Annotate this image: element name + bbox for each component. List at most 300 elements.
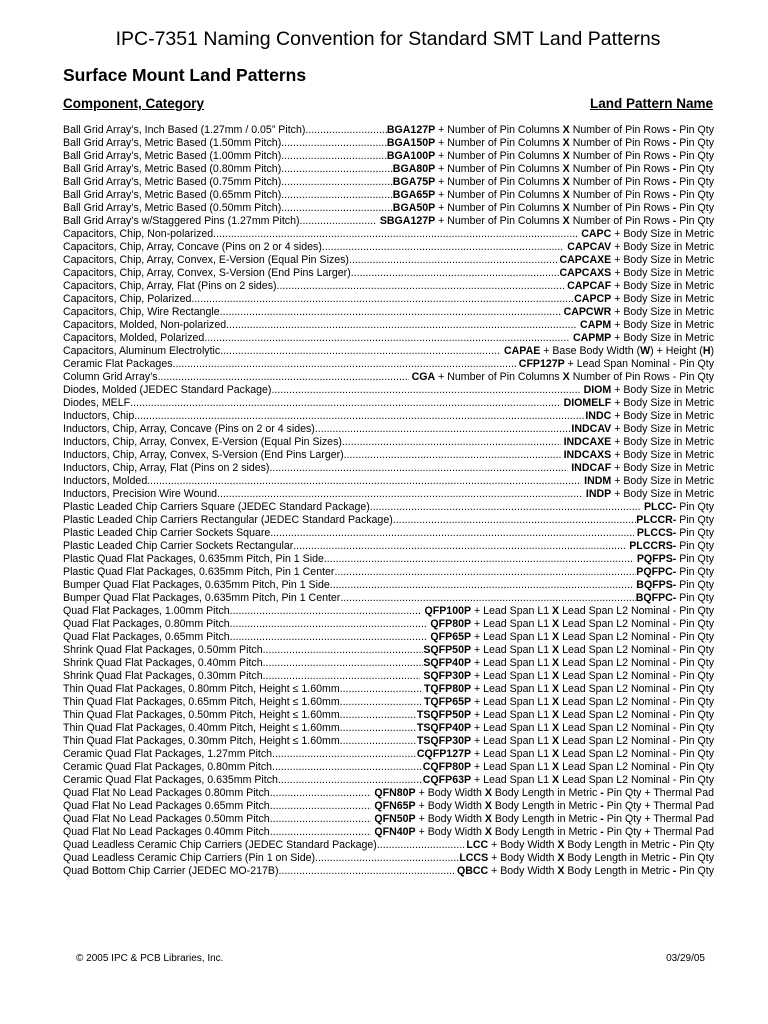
land-pattern-name (393, 176, 714, 189)
pattern-code: CAPCAXE (559, 254, 612, 266)
pattern-text: + Lead Span L1 (471, 722, 553, 734)
pattern-text: ) (710, 345, 714, 357)
pattern-code: - (672, 215, 677, 227)
pattern-text: + Body Size in Metric (611, 241, 714, 253)
pattern-code: - (672, 839, 677, 851)
list-item (63, 696, 714, 709)
list-item (63, 553, 714, 566)
pattern-code: - (672, 124, 677, 136)
dot-leader (134, 410, 585, 423)
component-category: Quad Flat No Lead Packages 0.40mm Pitch (63, 826, 270, 838)
land-pattern-name (564, 241, 714, 254)
dot-leader (344, 449, 561, 462)
list-item (63, 150, 714, 163)
pattern-text: Body Length in Metric (491, 787, 601, 799)
pattern-code: X (562, 189, 570, 201)
pattern-code: TSQFP30P (416, 735, 472, 747)
pattern-code: INDM (581, 475, 612, 487)
dot-leader (230, 618, 428, 631)
pattern-text: Number of Pin Rows (569, 137, 673, 149)
land-pattern-name (423, 644, 714, 657)
dot-leader (340, 709, 417, 722)
pattern-text: Pin Qty + Thermal Pad (603, 787, 714, 799)
dot-leader (322, 241, 564, 254)
pattern-code: CAPAE (501, 345, 541, 357)
component-category: Bumper Quad Flat Packages, 0.635mm Pitch, Pin 1 Side (63, 579, 330, 591)
component-category: Shrink Quad Flat Packages, 0.50mm Pitch (63, 644, 263, 656)
pattern-text: + Lead Span L1 (471, 605, 553, 617)
list-item (63, 436, 714, 449)
component-category: Ceramic Flat Packages (63, 358, 173, 370)
dot-leader (377, 839, 467, 852)
dot-leader (334, 566, 636, 579)
pattern-text: + Body Size in Metric (611, 332, 714, 344)
pattern-code: X (484, 813, 492, 825)
land-pattern-name (393, 163, 714, 176)
land-pattern-name (459, 852, 714, 865)
pattern-code: CAPCAV (564, 241, 612, 253)
pattern-code: TSQFP40P (416, 722, 472, 734)
component-category: Plastic Leaded Chip Carrier Sockets Square (63, 527, 271, 539)
pattern-code: X (562, 176, 570, 188)
pattern-code: - (600, 787, 604, 799)
pattern-text: Lead Span L2 Nominal - Pin Qty (559, 683, 714, 695)
land-pattern-name (516, 358, 714, 371)
land-pattern-name (636, 514, 714, 527)
pattern-text: + Body Size in Metric (611, 462, 714, 474)
component-category: Ball Grid Array’s w/Staggered Pins (1.27mm Pitch) (63, 215, 300, 227)
pattern-code: QFN50P (371, 813, 416, 825)
pattern-text: Pin Qty (676, 150, 714, 162)
pattern-code: CAPCWR (560, 306, 612, 318)
dot-leader (213, 228, 578, 241)
component-category: Quad Flat No Lead Packages 0.80mm Pitch (63, 787, 270, 799)
dot-leader (305, 124, 387, 137)
list-item (63, 319, 714, 332)
pattern-code: BGA75P (392, 176, 436, 188)
pattern-code: X (552, 618, 560, 630)
pattern-code: X (552, 683, 560, 695)
list-item (63, 657, 714, 670)
component-category: Quad Bottom Chip Carrier (JEDEC MO-217B) (63, 865, 279, 877)
list-item (63, 839, 714, 852)
pattern-code: INDCAF (568, 462, 612, 474)
component-category: Ball Grid Array’s, Metric Based (0.75mm Pitch) (63, 176, 282, 188)
pattern-code: BGA150P (386, 137, 436, 149)
list-item (63, 514, 714, 527)
pattern-text: + Body Width (488, 865, 558, 877)
land-pattern-name (564, 280, 714, 293)
list-item (63, 644, 714, 657)
pattern-code: QFN80P (371, 787, 416, 799)
component-category: Ball Grid Array’s, Metric Based (1.50mm Pitch) (63, 137, 282, 149)
list-item (63, 423, 714, 436)
pattern-text: + Lead Span L1 (471, 774, 553, 786)
pattern-text: Pin Qty (676, 592, 714, 604)
pattern-code: QFP100P (421, 605, 472, 617)
pattern-code: CFP127P (515, 358, 565, 370)
land-pattern-name (561, 436, 714, 449)
pattern-text: + Lead Span Nominal - Pin Qty (564, 358, 714, 370)
pattern-text: + Body Width (415, 826, 485, 838)
land-pattern-name (585, 410, 714, 423)
list-item (63, 410, 714, 423)
list-item (63, 527, 714, 540)
pattern-text: + Body Width (415, 813, 485, 825)
dot-leader (220, 345, 501, 358)
list-item (63, 605, 714, 618)
list-item (63, 631, 714, 644)
land-pattern-name (583, 488, 714, 501)
pattern-text: + Lead Span L1 (471, 735, 553, 747)
land-pattern-name (466, 839, 714, 852)
dot-leader (281, 137, 387, 150)
list-item (63, 332, 714, 345)
pattern-text: Pin Qty (676, 852, 714, 864)
dot-leader (270, 527, 634, 540)
pattern-text: Lead Span L2 Nominal - Pin Qty (559, 644, 714, 656)
pattern-code: BQFPC- (635, 592, 677, 604)
pattern-code: X (562, 124, 570, 136)
pattern-text: + Number of Pin Columns (435, 163, 563, 175)
dot-leader (191, 293, 574, 306)
pattern-text: Pin Qty (676, 137, 714, 149)
pattern-code: BGA100P (386, 150, 436, 162)
component-category: Quad Leadless Ceramic Chip Carriers (JEDEC Standard Package) (63, 839, 377, 851)
dot-leader (281, 189, 393, 202)
dot-leader (173, 358, 516, 371)
pattern-code: CAPCAXS (559, 267, 612, 279)
dot-leader (340, 683, 421, 696)
pattern-code: X (562, 137, 570, 149)
component-category: Inductors, Chip, Array, Flat (Pins on 2 sides) (63, 462, 270, 474)
pattern-code: DIOM (580, 384, 612, 396)
pattern-text: + Body Width (488, 852, 558, 864)
pattern-code: SBGA127P (376, 215, 436, 227)
list-item (63, 397, 714, 410)
pattern-text: + Body Size in Metric (611, 436, 714, 448)
component-category: Inductors, Chip, Array, Convex, S-Version (End Pins Larger) (63, 449, 344, 461)
component-category: Capacitors, Chip, Wire Rectangle (63, 306, 220, 318)
dot-leader (217, 488, 583, 501)
component-category: Inductors, Molded (63, 475, 148, 487)
component-category: Quad Flat No Lead Packages 0.50mm Pitch (63, 813, 270, 825)
pattern-code: TQFP80P (421, 683, 472, 695)
pattern-text: Body Length in Metric (491, 826, 601, 838)
list-item (63, 865, 714, 878)
pattern-code: INDC (585, 410, 612, 422)
pattern-code: X (557, 852, 565, 864)
naming-convention-list (63, 124, 714, 878)
dot-leader (293, 540, 626, 553)
pattern-code: X (552, 644, 560, 656)
pattern-code: SQFP30P (420, 670, 472, 682)
pattern-text: + Lead Span L1 (471, 631, 553, 643)
list-item (63, 462, 714, 475)
component-category: Capacitors, Molded, Polarized (63, 332, 205, 344)
pattern-text: Pin Qty (676, 579, 714, 591)
land-pattern-name (423, 657, 714, 670)
land-pattern-name (568, 462, 714, 475)
component-category: Quad Leadless Ceramic Chip Carriers (Pin 1 on Side) (63, 852, 316, 864)
land-pattern-name (577, 319, 714, 332)
pattern-code: X (562, 163, 570, 175)
pattern-text: + Body Size in Metric (611, 254, 714, 266)
land-pattern-name (393, 189, 714, 202)
pattern-code: BGA50P (392, 202, 436, 214)
pattern-text: + Body Size in Metric (611, 488, 714, 500)
dot-leader (230, 631, 428, 644)
pattern-text: + Lead Span L1 (471, 618, 553, 630)
dot-leader (300, 215, 377, 228)
component-category: Ball Grid Array’s, Metric Based (0.65mm Pitch) (63, 189, 282, 201)
pattern-text: Pin Qty (676, 514, 714, 526)
pattern-text: Number of Pin Rows (569, 202, 673, 214)
pattern-code: - (600, 800, 604, 812)
land-pattern-name (570, 332, 714, 345)
pattern-code: CAPM (577, 319, 612, 331)
pattern-text: Number of Pin Rows (569, 215, 673, 227)
dot-leader (281, 202, 393, 215)
land-pattern-name (423, 774, 714, 787)
pattern-text: Pin Qty (676, 202, 714, 214)
pattern-code: SQFP40P (423, 657, 472, 669)
pattern-text: Number of Pin Rows (569, 124, 673, 136)
pattern-code: X (552, 722, 560, 734)
pattern-text: Lead Span L2 Nominal - Pin Qty (559, 774, 714, 786)
pattern-code: QFP65P (427, 631, 472, 643)
pattern-text: Pin Qty (676, 540, 714, 552)
component-category: Inductors, Chip, Array, Convex, E-Version (Equal Pin Sizes) (63, 436, 342, 448)
land-pattern-name (561, 306, 714, 319)
pattern-code: BGA127P (386, 124, 436, 136)
pattern-code: CGA (408, 371, 436, 383)
dot-leader (277, 280, 565, 293)
pattern-code: BQFPS- (633, 579, 677, 591)
dot-leader (147, 475, 581, 488)
pattern-text: Body Length in Metric (564, 865, 673, 877)
pattern-text: + Body Size in Metric (611, 384, 714, 396)
list-item (63, 852, 714, 865)
land-pattern-name (417, 735, 714, 748)
list-item (63, 501, 714, 514)
component-category: Quad Flat Packages, 0.80mm Pitch (63, 618, 230, 630)
pattern-text: + Number of Pin Columns (435, 150, 563, 162)
pattern-text: Body Length in Metric (491, 813, 601, 825)
pattern-text: + Lead Span L1 (471, 670, 553, 682)
dot-leader (330, 579, 634, 592)
list-item (63, 800, 714, 813)
pattern-code: X (552, 735, 560, 747)
component-category: Quad Flat No Lead Packages 0.65mm Pitch (63, 800, 270, 812)
pattern-code: X (552, 657, 560, 669)
dot-leader (324, 553, 634, 566)
dot-leader (393, 514, 637, 527)
pattern-code: CQFP63P (422, 774, 472, 786)
land-pattern-name (559, 267, 714, 280)
component-category: Ball Grid Array’s, Metric Based (0.80mm Pitch) (63, 163, 282, 175)
pattern-text: Pin Qty (676, 839, 714, 851)
dot-leader (263, 670, 421, 683)
pattern-code: X (484, 800, 492, 812)
land-pattern-name (409, 371, 714, 384)
pattern-code: X (552, 748, 560, 760)
pattern-text: + Number of Pin Columns (435, 176, 563, 188)
pattern-text: Lead Span L2 Nominal - Pin Qty (559, 670, 714, 682)
pattern-text: Body Length in Metric (564, 839, 673, 851)
land-pattern-name (641, 501, 714, 514)
pattern-text: + Lead Span L1 (471, 709, 553, 721)
pattern-text: Lead Span L2 Nominal - Pin Qty (559, 748, 714, 760)
dot-leader (340, 592, 635, 605)
pattern-text: + Lead Span L1 (471, 696, 553, 708)
pattern-text: + Body Size in Metric (611, 449, 714, 461)
list-item (63, 540, 714, 553)
land-pattern-name (581, 475, 714, 488)
dot-leader (270, 813, 372, 826)
component-category: Bumper Quad Flat Packages, 0.635mm Pitch, Pin 1 Center (63, 592, 341, 604)
land-pattern-name (427, 618, 714, 631)
dot-leader (278, 774, 423, 787)
pattern-text: + Body Size in Metric (611, 397, 714, 409)
component-category: Ball Grid Array’s, Metric Based (0.50mm Pitch) (63, 202, 282, 214)
list-item (63, 371, 714, 384)
pattern-code: BGA65P (392, 189, 436, 201)
land-pattern-name (454, 865, 714, 878)
land-pattern-name (634, 527, 714, 540)
pattern-text: + Body Size in Metric (611, 319, 714, 331)
pattern-code: INDCAXE (560, 436, 612, 448)
pattern-text: Lead Span L2 Nominal - Pin Qty (559, 657, 714, 669)
pattern-text: Pin Qty (676, 176, 714, 188)
component-category: Diodes, Molded (JEDEC Standard Package) (63, 384, 272, 396)
pattern-text: + Body Size in Metric (611, 423, 714, 435)
pattern-code: X (552, 761, 560, 773)
pattern-code: CAPCP (574, 293, 612, 305)
pattern-text: + Body Size in Metric (611, 267, 714, 279)
list-item (63, 735, 714, 748)
pattern-text: + Body Size in Metric (611, 280, 714, 292)
pattern-text: + Body Size in Metric (611, 475, 714, 487)
pattern-code: CAPMP (570, 332, 612, 344)
land-pattern-name (634, 553, 714, 566)
land-pattern-name (636, 592, 714, 605)
list-item (63, 306, 714, 319)
component-category: Thin Quad Flat Packages, 0.80mm Pitch, Height ≤ 1.60mm (63, 683, 340, 695)
pattern-code: X (562, 202, 570, 214)
land-pattern-name (421, 683, 714, 696)
list-item (63, 761, 714, 774)
pattern-code: - (672, 150, 677, 162)
land-pattern-name (561, 449, 714, 462)
pattern-text: Lead Span L2 Nominal - Pin Qty (559, 696, 714, 708)
dot-leader (270, 787, 372, 800)
pattern-code: X (562, 150, 570, 162)
pattern-text: + Lead Span L1 (471, 657, 553, 669)
pattern-text: Body Length in Metric (491, 800, 601, 812)
pattern-code: X (552, 709, 560, 721)
pattern-text: + Number of Pin Columns (435, 215, 563, 227)
list-item (63, 683, 714, 696)
pattern-text: + Body Size in Metric (611, 410, 714, 422)
land-pattern-name (581, 384, 714, 397)
list-item (63, 449, 714, 462)
component-category: Shrink Quad Flat Packages, 0.30mm Pitch (63, 670, 263, 682)
land-pattern-name (371, 787, 714, 800)
dot-leader (263, 657, 424, 670)
pattern-text: + Number of Pin Columns (435, 202, 563, 214)
land-pattern-name (387, 124, 714, 137)
component-category: Capacitors, Chip, Non-polarized (63, 228, 214, 240)
dot-leader (340, 722, 417, 735)
land-pattern-name (423, 761, 714, 774)
pattern-text: Pin Qty (676, 553, 714, 565)
land-pattern-name (626, 540, 714, 553)
list-item (63, 189, 714, 202)
pattern-text: + Body Width (415, 800, 485, 812)
pattern-code: QFN65P (371, 800, 416, 812)
dot-leader (340, 696, 421, 709)
land-pattern-name (387, 150, 714, 163)
list-item (63, 566, 714, 579)
pattern-text: Pin Qty (676, 215, 714, 227)
land-pattern-name (501, 345, 714, 358)
component-category: Inductors, Chip (63, 410, 135, 422)
component-category: Thin Quad Flat Packages, 0.50mm Pitch, Height ≤ 1.60mm (63, 709, 340, 721)
dot-leader (278, 865, 454, 878)
list-item (63, 280, 714, 293)
pattern-code: PLCCR- (636, 514, 677, 526)
pattern-text: + Body Size in Metric (611, 306, 714, 318)
dot-leader (281, 163, 393, 176)
pattern-code: CAPCAF (564, 280, 612, 292)
dot-leader (230, 605, 422, 618)
pattern-code: INDP (582, 488, 612, 500)
land-pattern-name (420, 670, 714, 683)
list-item (63, 488, 714, 501)
component-category: Capacitors, Chip, Array, Flat (Pins on 2 sides) (63, 280, 277, 292)
land-pattern-name (561, 397, 714, 410)
dot-leader (270, 826, 372, 839)
column-header-category: Component, Category (63, 96, 205, 111)
component-category: Thin Quad Flat Packages, 0.40mm Pitch, Height ≤ 1.60mm (63, 722, 340, 734)
pattern-code: - (672, 176, 677, 188)
component-category: Quad Flat Packages, 1.00mm Pitch (63, 605, 230, 617)
pattern-code: X (562, 215, 570, 227)
dot-leader (349, 254, 559, 267)
list-item (63, 475, 714, 488)
pattern-code: TSQFP50P (416, 709, 472, 721)
pattern-code: X (557, 865, 565, 877)
pattern-code: CQFP80P (422, 761, 472, 773)
pattern-text: Lead Span L2 Nominal - Pin Qty (559, 618, 714, 630)
list-item (63, 228, 714, 241)
pattern-text: Pin Qty (676, 124, 714, 136)
dot-leader (272, 761, 423, 774)
pattern-text: + Number of Pin Columns (435, 189, 563, 201)
component-category: Ball Grid Array’s, Metric Based (1.00mm Pitch) (63, 150, 282, 162)
pattern-text: Lead Span L2 Nominal - Pin Qty (559, 631, 714, 643)
pattern-code: X (552, 605, 560, 617)
pattern-text: Lead Span L2 Nominal - Pin Qty (559, 709, 714, 721)
dot-leader (271, 384, 580, 397)
pattern-code: - (672, 865, 677, 877)
dot-leader (340, 735, 417, 748)
list-item (63, 267, 714, 280)
pattern-code: PLCC- (641, 501, 677, 513)
pattern-code: CAPC (578, 228, 612, 240)
pattern-code: X (552, 631, 560, 643)
